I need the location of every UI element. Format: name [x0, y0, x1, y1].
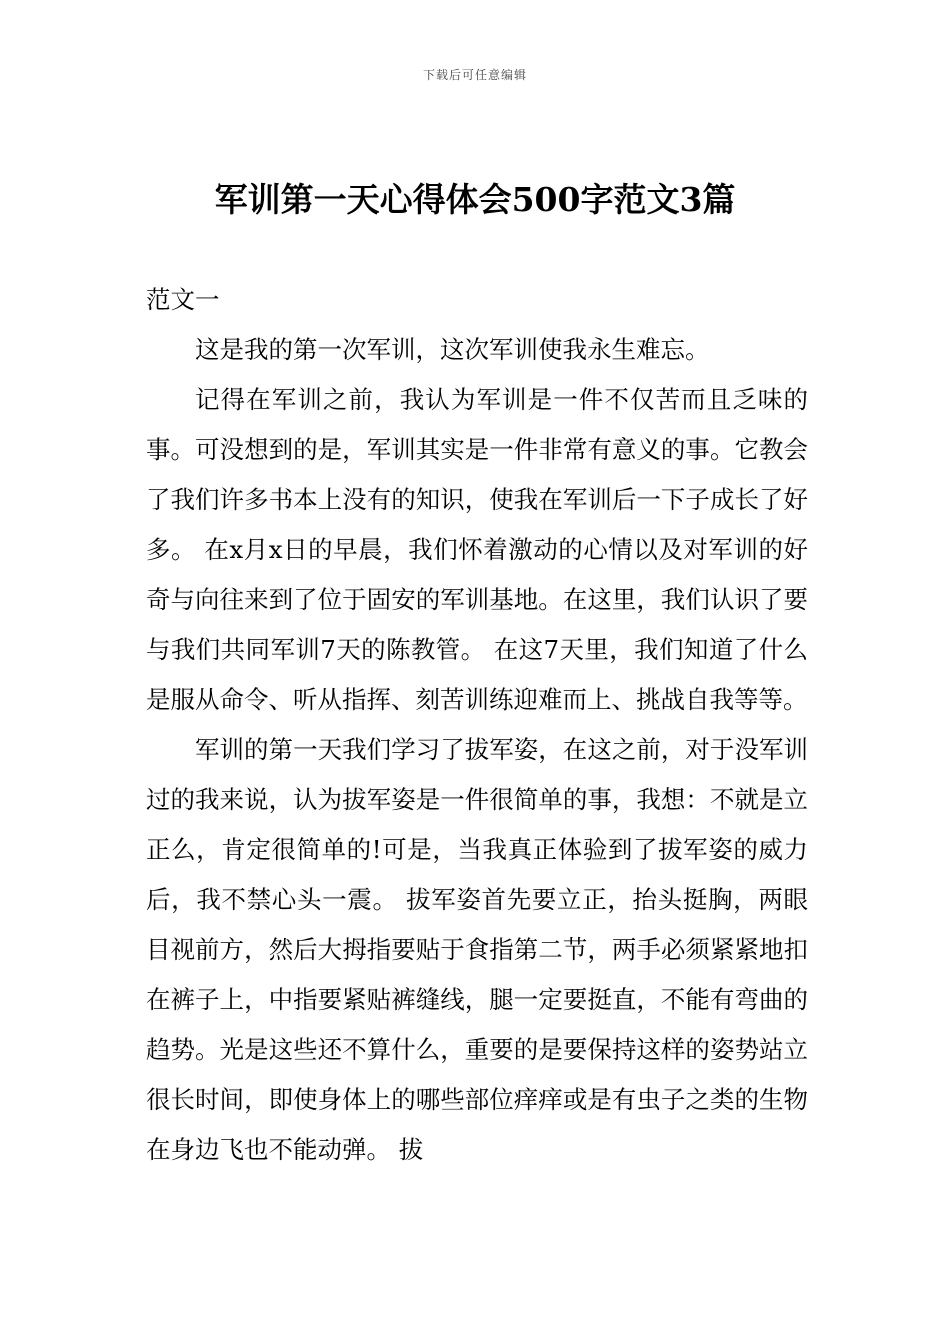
document-body — [146, 275, 808, 1175]
paragraph-2: 记得在军训之前，我认为军训是一件不仅苦而且乏味的事。可没想到的是，军训其实是一件非常有意义的事。它教会了我们许多书本上没有的知识，使我在军训后一下子成长了好多。 在x月x日的早晨，我们怀着激动的心情以及对军训的好奇与向往来到了位于固安的军训基地。在这里，我们认识了要与我们共同军训7天的陈教管。 在这7天里，我们知道了什么是服从命令、听从指挥、刻苦训练迎难而上、挑战自我等等。 — [146, 385, 808, 714]
page-header-note: 下载后可任意编辑 — [422, 68, 527, 82]
paragraph-3: 军训的第一天我们学习了拔军姿，在这之前，对于没军训过的我来说，认为拔军姿是一件很简单的事，我想：不就是立正么，肯定很简单的!可是，当我真正体验到了拔军姿的威力后，我不禁心头一震。 拔军姿首先要立正，抬头挺胸，两眼目视前方，然后大拇指要贴于食指第二节，两手必须紧紧地扣在裤子上，中指要紧贴裤缝线，腿一定要挺直，不能有弯曲的趋势。光是这些还不算什么，重要的是要保持这样的姿势站立很长时间，即使身体上的哪些部位痒痒或是有虫子之类的生物在身边飞也不能动弹。 拔 — [146, 735, 808, 1164]
document-title: 军训第一天心得体会500字范文3篇 — [214, 180, 736, 219]
section-label: 范文一 — [146, 285, 220, 314]
paragraph-1: 这是我的第一次军训，这次军训使我永生难忘。 — [195, 335, 710, 364]
